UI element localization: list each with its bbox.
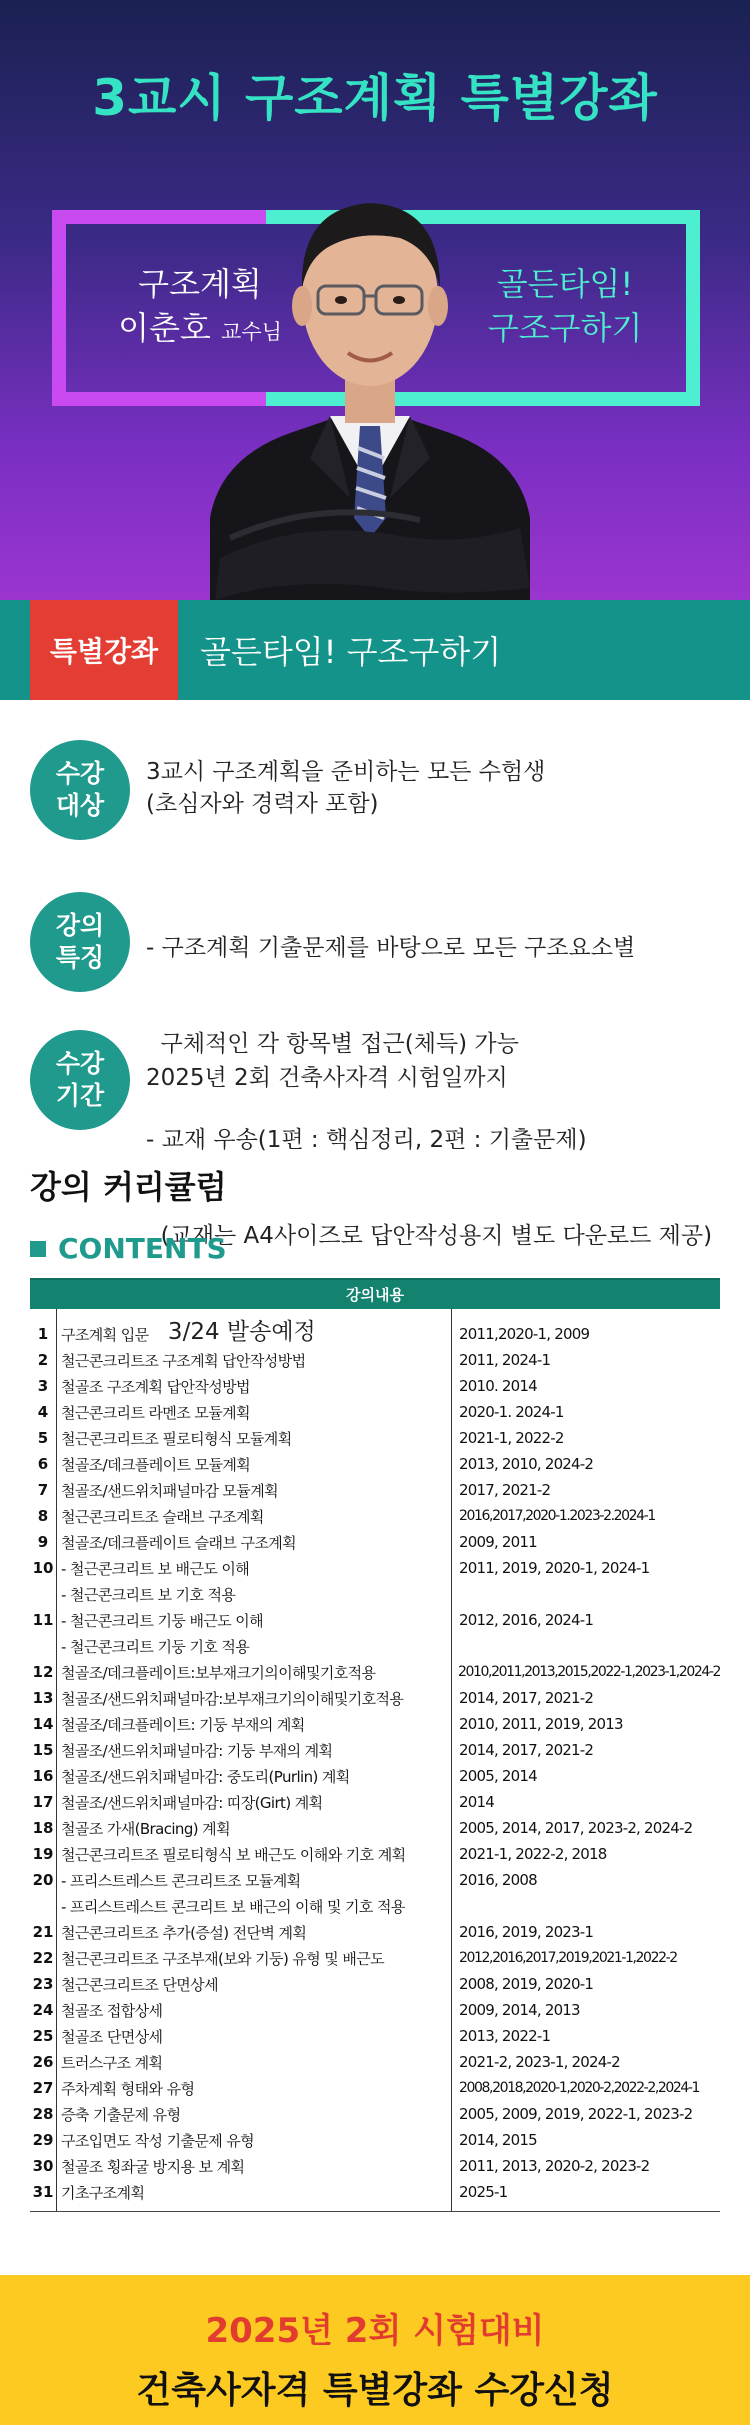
row-topic: 기초구조계획 (61, 2183, 145, 2202)
contents-heading (30, 1232, 227, 1265)
instructor-suffix: 교수님 (221, 320, 282, 344)
info-target (30, 740, 545, 840)
table-divider (56, 1309, 57, 2211)
row-number: 6 (37, 1455, 49, 1473)
table-row (30, 2101, 720, 2127)
table-row (30, 1737, 720, 1763)
hero-title: 3교시 구조계획 특별강좌 (92, 69, 658, 127)
frame-accent-side (52, 210, 66, 406)
table-row (30, 2075, 720, 2101)
table-row (30, 1893, 720, 1919)
row-number: 2 (37, 1351, 49, 1369)
row-number: 29 (32, 2131, 54, 2149)
row-topic: 철골조 접합상세 (61, 2001, 163, 2020)
row-topic: 철골조/데크플레이트:보부재크기의이해및기호적용 (60, 1663, 376, 1682)
table-row (30, 1997, 720, 2023)
square-bullet-icon (30, 1241, 46, 1257)
row-topic: 철골조 단면상세 (61, 2027, 163, 2046)
info-badge-period (30, 1030, 130, 1130)
row-topic: 철골조/데크플레이트 슬래브 구조계획 (61, 1533, 297, 1552)
row-number: 4 (37, 1403, 49, 1421)
row-exam-years: 2014, 2017, 2021-2 (459, 1741, 594, 1759)
row-exam-years: 2011, 2019, 2020-1, 2024-1 (459, 1559, 650, 1577)
info-text (146, 1062, 508, 1094)
enroll-subtitle: 2025년 2회 시험대비 (205, 2311, 545, 2351)
info-badge-target (30, 740, 130, 840)
row-topic: 철근콘크리트조 구조부재(보와 기둥) 유형 및 배근도 (61, 1949, 385, 1968)
row-topic: 철골조 구조계획 답안작성방법 (61, 1377, 250, 1396)
instructor-name: 이춘호 (118, 309, 211, 347)
row-exam-years: 2011,2020-1, 2009 (459, 1325, 590, 1343)
slogan-line2: 구조구하기 (487, 309, 643, 347)
row-number: 31 (32, 2183, 54, 2201)
row-number: 9 (37, 1533, 49, 1551)
row-topic: 구조입면도 작성 기출문제 유형 (61, 2131, 255, 2150)
row-number: 14 (32, 1715, 54, 1733)
table-row (30, 1867, 720, 1893)
enroll-banner[interactable] (0, 2275, 750, 2425)
table-row (30, 1841, 720, 1867)
row-number: 27 (32, 2079, 54, 2097)
table-row (30, 1555, 720, 1581)
hero-subject: 구조계획 (138, 265, 262, 303)
row-topic: - 철근콘크리트 기둥 배근도 이해 (61, 1611, 264, 1630)
enroll-title[interactable]: 건축사자격 특별강좌 수강신청 (136, 2370, 614, 2411)
row-topic: 트러스구조 계획 (61, 2053, 163, 2072)
row-topic: 증축 기출문제 유형 (61, 2105, 181, 2124)
table-row (30, 2049, 720, 2075)
table-row (30, 2153, 720, 2179)
badge-line: 특징 (55, 943, 105, 972)
row-topic: 철골조/샌드위치패널마감 모듈계획 (61, 1481, 278, 1500)
row-number: 24 (32, 2001, 54, 2019)
row-topic: 철근콘크리트 라멘조 모듈계획 (61, 1403, 250, 1422)
table-row (30, 1451, 720, 1477)
row-exam-years: 2021-1, 2022-2, 2018 (459, 1845, 607, 1863)
row-exam-years: 2016, 2019, 2023-1 (459, 1923, 594, 1941)
row-exam-years: 2009, 2011 (459, 1533, 537, 1551)
row-exam-years: 2020-1. 2024-1 (459, 1403, 564, 1421)
table-row (30, 1815, 720, 1841)
special-lecture-badge: 특별강좌 (30, 600, 178, 700)
row-topic: - 철근콘크리트 보 배근도 이해 (61, 1559, 250, 1578)
curriculum-title: 강의 커리큘럼 (30, 1168, 227, 1206)
row-topic: - 프리스트레스트 콘크리트 보 배근의 이해 및 기호 적용 (61, 1897, 405, 1916)
row-number: 3 (37, 1377, 49, 1395)
table-row (30, 1633, 720, 1659)
table-row (30, 1685, 720, 1711)
table-row (30, 1399, 720, 1425)
row-exam-years: 2011, 2024-1 (459, 1351, 551, 1369)
row-number: 7 (37, 1481, 49, 1499)
table-row (30, 2179, 720, 2205)
row-topic: 철근콘크리트조 필로티형식 보 배근도 이해와 기호 계획 (61, 1845, 406, 1864)
row-number: 25 (32, 2027, 54, 2045)
table-row (30, 1789, 720, 1815)
row-topic: 철골조/샌드위치패널마감: 띠장(Girt) 계획 (61, 1793, 323, 1812)
row-number: 19 (32, 1845, 54, 1863)
row-exam-years: 2025-1 (459, 2183, 508, 2201)
row-number: 30 (32, 2157, 54, 2175)
row-topic: 철근콘크리트조 필로티형식 모듈계획 (61, 1429, 292, 1448)
badge-line: 기간 (55, 1081, 105, 1110)
row-exam-years: 2012,2016,2017,2019,2021-1,2022-2 (459, 1950, 677, 1966)
row-topic: - 철근콘크리트 기둥 기호 적용 (61, 1637, 250, 1656)
info-line: (교재는 A4사이즈로 답안작성용지 별도 다운로드 제공) (146, 1223, 713, 1249)
instructor-photo (200, 158, 540, 600)
row-exam-years: 2010. 2014 (459, 1377, 537, 1395)
table-row (30, 1503, 720, 1529)
row-topic: 철근콘크리트조 슬래브 구조계획 (61, 1507, 264, 1526)
row-exam-years: 2013, 2010, 2024-2 (459, 1455, 594, 1473)
row-topic: 구조계획 입문 (61, 1325, 149, 1344)
row-exam-years: 2014, 2017, 2021-2 (459, 1689, 594, 1707)
info-badge-features (30, 892, 130, 992)
info-line: 3/24 발송예정 (146, 1319, 316, 1345)
row-exam-years: 2021-2, 2023-1, 2024-2 (459, 2053, 620, 2071)
row-exam-years: 2008,2018,2020-1,2020-2,2022-2,2024-1 (459, 2080, 700, 2096)
row-exam-years: 2010, 2011, 2019, 2013 (459, 1715, 623, 1733)
row-number: 18 (32, 1819, 54, 1837)
row-topic: 철근콘크리트조 구조계획 답안작성방법 (61, 1351, 306, 1370)
row-exam-years: 2016, 2008 (459, 1871, 537, 1889)
row-number: 21 (32, 1923, 54, 1941)
table-row (30, 1529, 720, 1555)
table-row (30, 1763, 720, 1789)
row-topic: 철골조/샌드위치패널마감: 기둥 부재의 계획 (61, 1741, 333, 1760)
table-row (30, 1477, 720, 1503)
row-number: 5 (37, 1429, 49, 1447)
badge-line: 강의 (55, 911, 105, 940)
badge-line: 수강 (55, 1049, 105, 1078)
table-row (30, 1321, 720, 1347)
info-text (146, 756, 545, 820)
row-exam-years: 2009, 2014, 2013 (459, 2001, 580, 2019)
badge-line: 수강 (55, 759, 105, 788)
row-exam-years: 2014, 2015 (459, 2131, 537, 2149)
row-exam-years: 2014 (459, 1793, 494, 1811)
info-line: 구체적인 각 항목별 접근(체득) 가능 (146, 1031, 519, 1057)
table-row (30, 1711, 720, 1737)
curriculum-table (30, 1278, 720, 2212)
row-exam-years: 2013, 2022-1 (459, 2027, 551, 2045)
row-exam-years: 2005, 2014, 2017, 2023-2, 2024-2 (459, 1819, 693, 1837)
hero-banner (0, 0, 750, 600)
row-topic: 철근콘크리트조 추가(증설) 전단벽 계획 (61, 1923, 307, 1942)
table-row (30, 1425, 720, 1451)
info-line: - 교재 우송(1편 : 핵심정리, 2편 : 기출문제) (146, 1127, 587, 1153)
row-exam-years: 2010,2011,2013,2015,2022-1,2023-1,2024-2 (458, 1664, 720, 1680)
info-line: - 구조계획 기출문제를 바탕으로 모든 구조요소별 (146, 935, 636, 961)
info-period (30, 1030, 508, 1130)
table-row (30, 1347, 720, 1373)
row-exam-years: 2008, 2019, 2020-1 (459, 1975, 594, 1993)
row-number: 11 (32, 1611, 54, 1629)
row-number: 15 (32, 1741, 54, 1759)
row-number: 8 (37, 1507, 49, 1525)
info-line: 3교시 구조계획을 준비하는 모든 수험생 (146, 759, 546, 785)
banner-title: 골든타임! 구조구하기 (200, 633, 502, 671)
row-topic: 철골조 가새(Bracing) 계획 (61, 1819, 230, 1838)
table-body (30, 1309, 720, 2212)
special-lecture-banner (0, 600, 750, 700)
info-line: (초심자와 경력자 포함) (146, 791, 379, 817)
table-header: 강의내용 (30, 1278, 720, 1309)
row-exam-years: 2005, 2009, 2019, 2022-1, 2023-2 (459, 2105, 693, 2123)
row-number: 16 (32, 1767, 54, 1785)
row-topic: 철골조 횡좌굴 방지용 보 계획 (61, 2157, 245, 2176)
table-row (30, 2127, 720, 2153)
row-exam-years: 2012, 2016, 2024-1 (459, 1611, 594, 1629)
row-number: 12 (32, 1663, 54, 1681)
row-topic: 철골조/샌드위치패널마감:보부재크기의이해및기호적용 (61, 1689, 404, 1708)
row-exam-years: 2017, 2021-2 (459, 1481, 551, 1499)
row-topic: 철골조/데크플레이트 모듈계획 (61, 1455, 251, 1474)
row-topic: 주차계획 형태와 유형 (61, 2079, 195, 2098)
table-row (30, 2023, 720, 2049)
table-divider (451, 1309, 452, 2211)
row-exam-years: 2011, 2013, 2020-2, 2023-2 (459, 2157, 650, 2175)
row-topic: - 프리스트레스트 콘크리트조 모듈계획 (61, 1871, 301, 1890)
row-number: 28 (32, 2105, 54, 2123)
table-row (30, 1919, 720, 1945)
contents-label: CONTENTS (58, 1232, 227, 1265)
row-topic: 철골조/데크플레이트: 기둥 부재의 계획 (61, 1715, 305, 1734)
row-exam-years: 2021-1, 2022-2 (459, 1429, 564, 1447)
row-topic: 철근콘크리트조 단면상세 (61, 1975, 218, 1994)
table-row (30, 1607, 720, 1633)
row-number: 17 (32, 1793, 54, 1811)
row-number: 23 (32, 1975, 54, 1993)
row-topic: 철골조/샌드위치패널마감: 중도리(Purlin) 계획 (61, 1767, 350, 1786)
table-row (30, 1581, 720, 1607)
badge-line: 대상 (55, 791, 105, 820)
info-line: 2025년 2회 건축사자격 시험일까지 (146, 1065, 508, 1091)
row-number: 26 (32, 2053, 54, 2071)
table-row (30, 1945, 720, 1971)
row-exam-years: 2005, 2014 (459, 1767, 537, 1785)
slogan-line1: 골든타임! (496, 265, 634, 303)
row-exam-years: 2016,2017,2020-1.2023-2.2024-1 (459, 1508, 655, 1524)
table-row (30, 1373, 720, 1399)
row-number: 20 (32, 1871, 54, 1889)
row-number: 1 (37, 1325, 49, 1343)
row-number: 13 (32, 1689, 54, 1707)
table-row (30, 1971, 720, 1997)
row-topic: - 철근콘크리트 보 기호 적용 (61, 1585, 236, 1604)
row-number: 10 (32, 1559, 54, 1577)
row-number: 22 (32, 1949, 54, 1967)
table-row (30, 1659, 720, 1685)
